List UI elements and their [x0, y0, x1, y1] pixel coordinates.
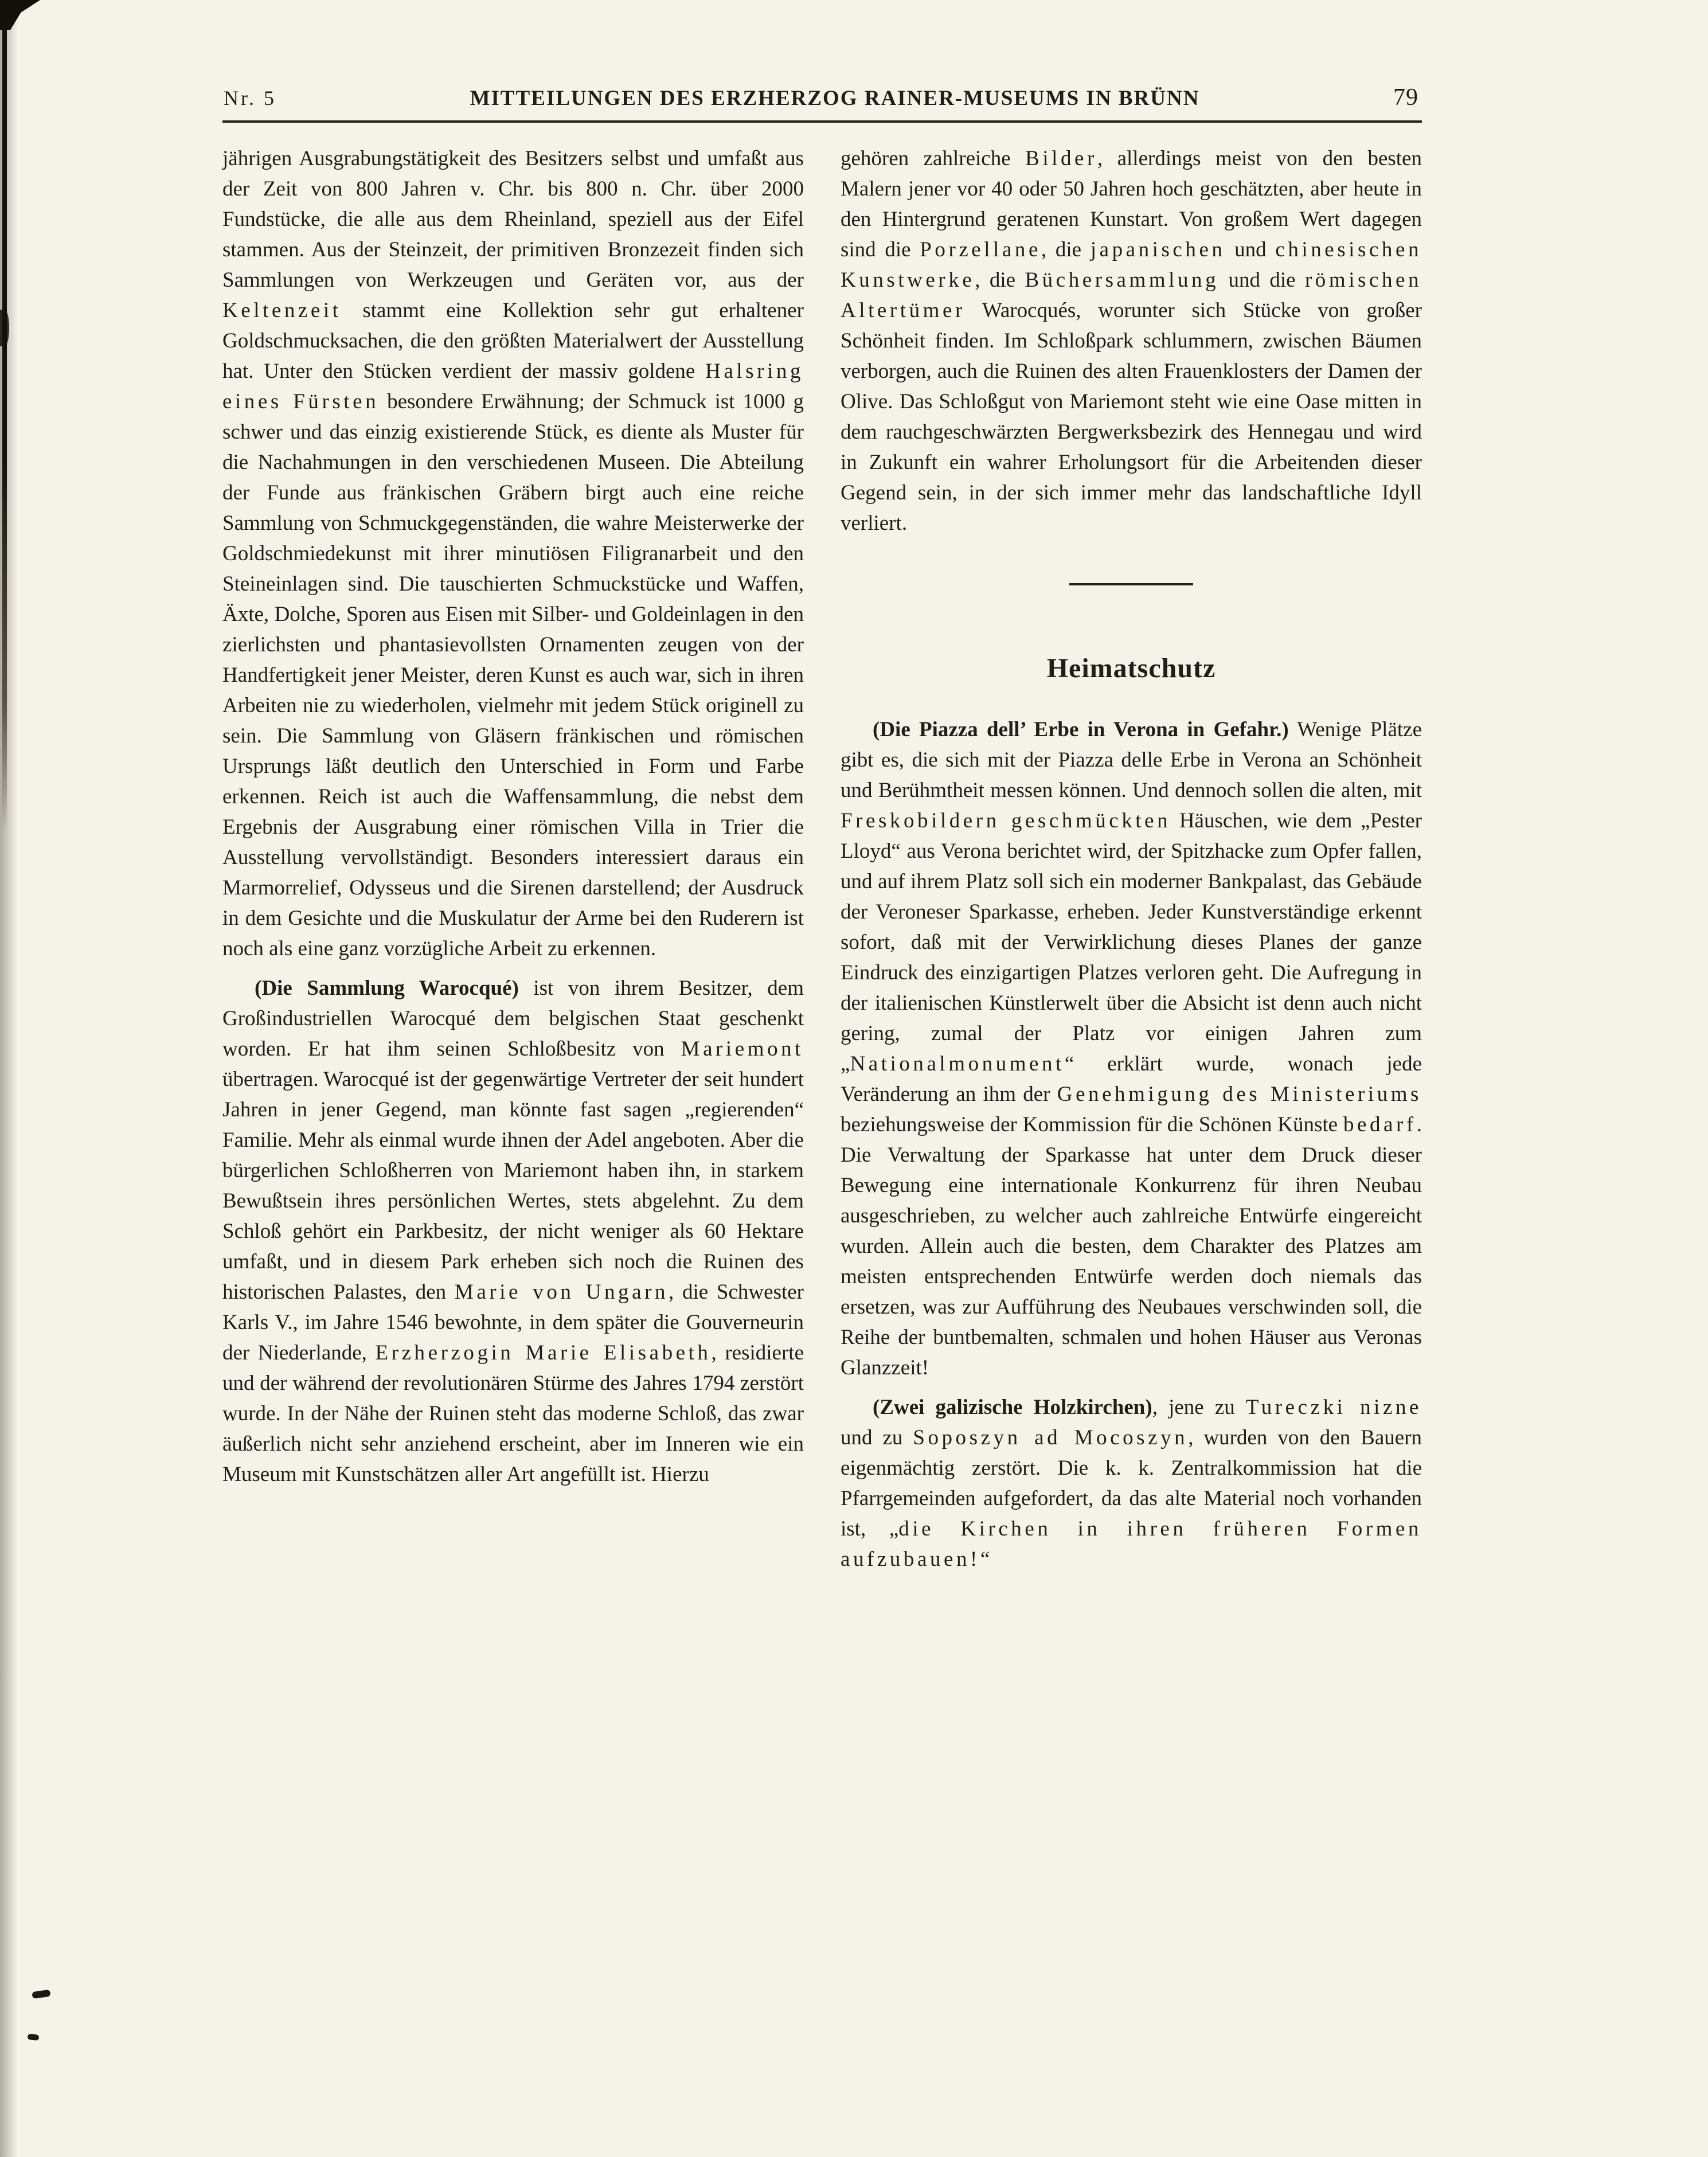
text-run: beziehungsweise der Kommission für die Schönen Künste [841, 1113, 1343, 1136]
emphasized-text: Freskobildern geschmückten [841, 809, 1171, 833]
emphasized-text: Nationalmonument [850, 1052, 1065, 1076]
header-rule [222, 120, 1422, 123]
column-left [222, 143, 804, 1574]
emphasized-text: japanischen [1090, 238, 1226, 261]
section-heading: Heimatschutz [1046, 653, 1216, 683]
text-run: , die [1041, 238, 1091, 261]
emphasized-text: bedarf [1343, 1113, 1417, 1136]
emphasized-text: Erzherzogin Marie Elisabeth [375, 1341, 712, 1365]
paragraph [222, 973, 804, 1490]
document-page [222, 84, 1422, 1574]
paragraph [222, 143, 804, 964]
text-run: , jene zu [1152, 1396, 1246, 1419]
emphasized-text: Halsring eines Fürsten [222, 360, 804, 413]
column-right [841, 143, 1422, 1574]
text-run: und die [1219, 268, 1305, 292]
emphasized-text: Porzellane [920, 238, 1041, 261]
paragraph [841, 1392, 1422, 1574]
text-run: , die Schwester Karls V., im Jahre 1546 bewohnte, in dem später die Gouverneurin der Niederlande, [222, 1280, 804, 1365]
emphasized-text: Tureczki nizne [1245, 1396, 1422, 1419]
paragraph-lead: (Die Piazza dell’ Erbe in Verona in Gefahr.) [873, 718, 1289, 741]
page-header [222, 84, 1422, 111]
emphasized-text: römischen Altertümer [841, 268, 1422, 322]
text-run: gehören zahlreiche [841, 147, 1026, 170]
scan-artifact-edge-line [2, 0, 7, 831]
emphasized-text: Mariemont [681, 1037, 804, 1061]
text-run: , allerdings meist von den besten Malern jener vor 40 oder 50 Jahren hoch geschätzten, aber heute in den Hintergrund geratenen Kunstart. Von großem Wert dagegen sind die [841, 147, 1422, 261]
text-run: , wurden von den Bauern eigenmächtig zerstört. Die k. k. Zentralkommission hat die Pfarrgemeinden aufgefordert, da das alte Material noch vorhanden ist, „ [841, 1426, 1422, 1541]
journal-title: MITTEILUNGEN DES ERZHERZOG RAINER-MUSEUMS IN BRÜNN [470, 87, 1200, 110]
text-run: “ [980, 1548, 990, 1571]
emphasized-text: Keltenzeit [222, 299, 342, 322]
text-run: stammt eine Kollektion sehr gut erhaltener Goldschmucksachen, die den größten Materialwert der Ausstellung hat. Unter den Stücken verdient der massiv goldene [222, 299, 804, 383]
text-run: Häuschen, wie dem „Pester Lloyd“ aus Verona berichtet wird, der Spitzhacke zum Opfer fallen, und auf ihrem Platz soll sich ein moderner Bankpalast, das Gebäude der Veroneser Sparkasse, erheben. Jeder Kunstverständige erkennt sofort, daß mit der Verwirklichung dieses Planes der ganze Eindruck des einzigartigen Platzes verloren geht. Die Aufregung in der italienischen Künstlerwelt über die Absicht ist denn auch nicht gering, zumal der Platz vor einigen Jahren zum „ [841, 809, 1422, 1076]
scan-edge-shadow [0, 0, 17, 2157]
paragraph [841, 714, 1422, 1383]
text-run: Warocqués, worunter sich Stücke von großer Schönheit finden. Im Schloßpark schlummern, zwischen Bäumen verborgen, auch die Ruinen des alten Frauenklosters der Damen der Olive. Das Schloßgut von Mariemont steht wie eine Oase mitten in dem rauchgeschwärzten Bergwerksbezirk des Hennegau und wird in Zukunft ein wahrer Erholungsort für die Arbeitenden dieser Gegend sein, in der sich immer mehr das landschaftliche Idyll verliert. [841, 299, 1422, 535]
text-run: , die [975, 268, 1025, 292]
page-number: 79 [1393, 84, 1418, 111]
emphasized-text: Genehmigung des Ministeriums [1057, 1083, 1422, 1106]
emphasized-text: Soposzyn ad Mocoszyn [913, 1426, 1189, 1449]
emphasized-text: Bilder [1025, 147, 1097, 170]
text-run: und [1225, 238, 1276, 261]
scan-artifact-mark [32, 1990, 50, 1999]
text-run: “ erklärt wurde, wonach jede Veränderung an ihm der [841, 1052, 1422, 1106]
emphasized-text: die Kirchen in ihren früheren Formen aufzubauen! [841, 1517, 1422, 1571]
issue-number: Nr. 5 [224, 87, 276, 110]
scan-artifact-notch [0, 310, 9, 346]
paragraph [841, 143, 1422, 538]
text-run: . Die Verwaltung der Sparkasse hat unter dem Druck dieser Bewegung eine internationale Konkurrenz für ihren Neubau ausgeschrieben, zu welcher auch zahlreiche Entwürfe eingereicht wurden. Allein auch die besten, dem Charakter des Platzes am meisten entsprechenden Entwürfe werden doch niemals das ersetzen, was zur Aufführung des Neubaues verschwinden soll, die Reihe der buntbemalten, schmalen und hohen Häuser aus Veronas Glanzzeit! [841, 1113, 1422, 1380]
text-run: ist von ihrem Besitzer, dem Großindustriellen Warocqué dem belgischen Staat geschenkt worden. Er hat ihm seinen Schloßbesitz von [222, 976, 804, 1061]
emphasized-text: chinesischen Kunstwerke [841, 238, 1422, 292]
text-run: übertragen. Warocqué ist der gegenwärtige Vertreter der seit hundert Jahren in jener Gegend, man könnte fast sagen „regierenden“ Familie. Mehr als einmal wurde ihnen der Adel angeboten. Aber die bürgerlichen Schloßherren von Mariemont haben ihn, in starkem Bewußtsein ihres persönlichen Wertes, stets abgelehnt. Zu dem Schloß gehört ein Parkbesitz, der nicht weniger als 60 Hektare umfaßt, und in diesem Park erheben sich noch die Ruinen des historischen Palastes, den [222, 1068, 804, 1304]
emphasized-text: Marie von Ungarn [454, 1280, 669, 1304]
scan-artifact-corner [0, 0, 40, 30]
text-columns [222, 143, 1422, 1574]
scan-artifact-mark [28, 2034, 40, 2041]
paragraph-lead: (Die Sammlung Warocqué) [255, 976, 519, 1000]
text-run: jährigen Ausgrabungstätigkeit des Besitzers selbst und umfaßt aus der Zeit von 800 Jahren v. Chr. bis 800 n. Chr. über 2000 Fundstücke, die alle aus dem Rheinland, speziell aus der Eifel stammen. Aus der Steinzeit, der primitiven Bronzezeit finden sich Sammlungen von Werkzeugen und Geräten vor, aus der [222, 147, 804, 292]
section-divider [1069, 583, 1193, 585]
paragraph-lead: (Zwei galizische Holzkirchen) [873, 1396, 1152, 1419]
text-run: besondere Erwähnung; der Schmuck ist 1000 g schwer und das einzig existierende Stück, es diente als Muster für die Nachahmungen in den verschiedenen Museen. Die Abteilung der Funde aus fränkischen Gräbern birgt auch eine reiche Sammlung von Schmuckgegenständen, die wahre Meisterwerke der Goldschmiedekunst mit ihrer minutiösen Filigranarbeit und den Steineinlagen sind. Die tauschierten Schmuckstücke und Waffen, Äxte, Dolche, Sporen aus Eisen mit Silber- und Goldeinlagen in den zierlichsten und phantasievollsten Ornamenten zeugen von der Handfertigkeit jener Meister, deren Kunst es auch war, sich in ihren Arbeiten nie zu wiederholen, vielmehr mit jedem Stück originell zu sein. Die Sammlung von Gläsern fränkischen und römischen Ursprungs läßt deutlich den Unterschied in Form und Farbe erkennen. Reich ist auch die Waffensammlung, die nebst dem Ergebnis der Ausgrabung einer römischen Villa in Trier die Ausstellung vervollständigt. Besonders interessiert daraus ein Marmorrelief, Odysseus und die Sirenen darstellend; der Ausdruck in dem Gesichte und die Muskulatur der Arme bei den Ruderern ist noch als eine ganz vorzügliche Arbeit zu erkennen. [222, 390, 804, 960]
text-run: und zu [841, 1426, 913, 1449]
emphasized-text: Büchersammlung [1025, 268, 1220, 292]
text-run: Wenige Plätze gibt es, die sich mit der Piazza delle Erbe in Verona an Schönheit und Berühmtheit messen können. Und dennoch sollen die alten, mit [841, 718, 1422, 802]
text-run: , residierte und der während der revolutionären Stürme des Jahres 1794 zerstört wurde. In der Nähe der Ruinen steht das moderne Schloß, das zwar äußerlich nicht sehr anziehend erscheint, aber im Inneren wie ein Museum mit Kunstschätzen aller Art angefüllt ist. Hierzu [222, 1341, 804, 1486]
